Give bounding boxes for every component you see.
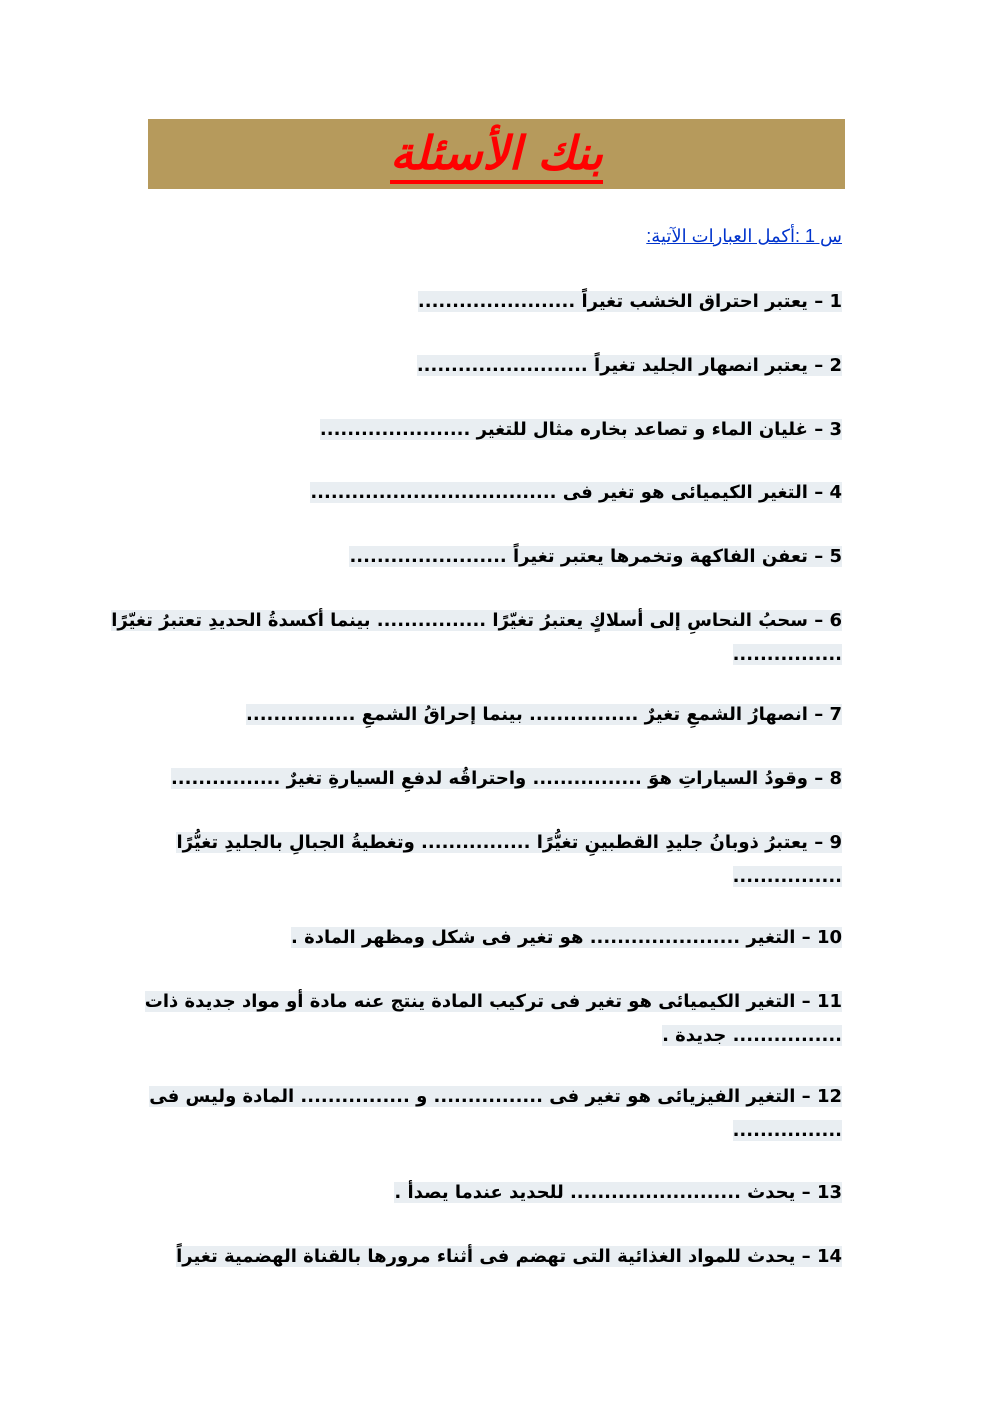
question-line: 9 – يعتبرُ ذوبانُ جليدِ القطبينِ تغيُّرًا ................ وتغطيةُ الجبالِ بالجليدِ تغيُّرًا bbox=[176, 832, 842, 853]
question-line: 12 – التغير الفيزيائى هو تغير فى ................ و ................ المادة وليس فى bbox=[149, 1086, 842, 1107]
question-line: 10 – التغير ...................... هو تغير فى شكل ومظهر المادة . bbox=[290, 927, 842, 948]
question-line: ................ bbox=[732, 1120, 842, 1141]
question-line: 6 – سحبُ النحاسِ إلى أسلاكٍ يعتبرُ تغيّرًا ................ بينما أكسدةُ الحديدِ تعتبرُ تغيّرًا bbox=[111, 610, 842, 631]
question-4 bbox=[310, 476, 842, 510]
page-title: بنك الأسئلة bbox=[390, 130, 603, 184]
question-line: 14 – يحدث للمواد الغذائية التى تهضم فى أثناء مرورها بالقناة الهضمية تغيراً bbox=[176, 1246, 842, 1267]
question-line: 11 – التغير الكيميائى هو تغير فى تركيب المادة ينتج عنه مادة أو مواد جديدة ذات bbox=[144, 991, 842, 1012]
question-line: 2 – يعتبر انصهار الجليد تغيراً ......................... bbox=[416, 355, 842, 376]
question-3 bbox=[320, 413, 842, 447]
question-2 bbox=[417, 349, 842, 383]
question-line: 5 – تعفن الفاكهة وتخمرها يعتبر تغيراً ....................... bbox=[349, 546, 842, 567]
question-1 bbox=[418, 285, 842, 319]
question-line: 7 – انصهارُ الشمعِ تغيرٌ ................ بينما إحراقُ الشمعِ ................ bbox=[246, 704, 842, 725]
question-9 bbox=[176, 826, 842, 894]
title-banner bbox=[148, 119, 845, 189]
question-line: 1 – يعتبر احتراق الخشب تغيراً ....................... bbox=[417, 291, 842, 312]
question-11 bbox=[145, 985, 842, 1053]
question-7 bbox=[246, 698, 842, 732]
question-line: ................ جديدة . bbox=[662, 1025, 842, 1046]
question-6 bbox=[111, 604, 842, 672]
question-10 bbox=[291, 921, 842, 955]
section-heading: س 1 :أكمل العبارات الآتية: bbox=[646, 226, 842, 246]
question-13 bbox=[394, 1176, 842, 1210]
question-12 bbox=[149, 1080, 842, 1148]
question-line: 8 – وقودُ السياراتِ هوَ ................ واحتراقُه لدفعِ السيارةِ تغيرٌ ................ bbox=[170, 768, 842, 789]
question-line: 3 – غليان الماء و تصاعد بخاره مثال للتغير ...................... bbox=[319, 419, 842, 440]
question-line: 13 – يحدث ......................... للحديد عندما يصدأ . bbox=[394, 1182, 842, 1203]
question-line: 4 – التغير الكيميائى هو تغير فى .................................... bbox=[310, 482, 842, 503]
question-line: ................ bbox=[732, 644, 842, 665]
question-8 bbox=[171, 762, 842, 796]
question-5 bbox=[349, 540, 842, 574]
question-14 bbox=[176, 1240, 842, 1274]
question-line: ................ bbox=[732, 866, 842, 887]
